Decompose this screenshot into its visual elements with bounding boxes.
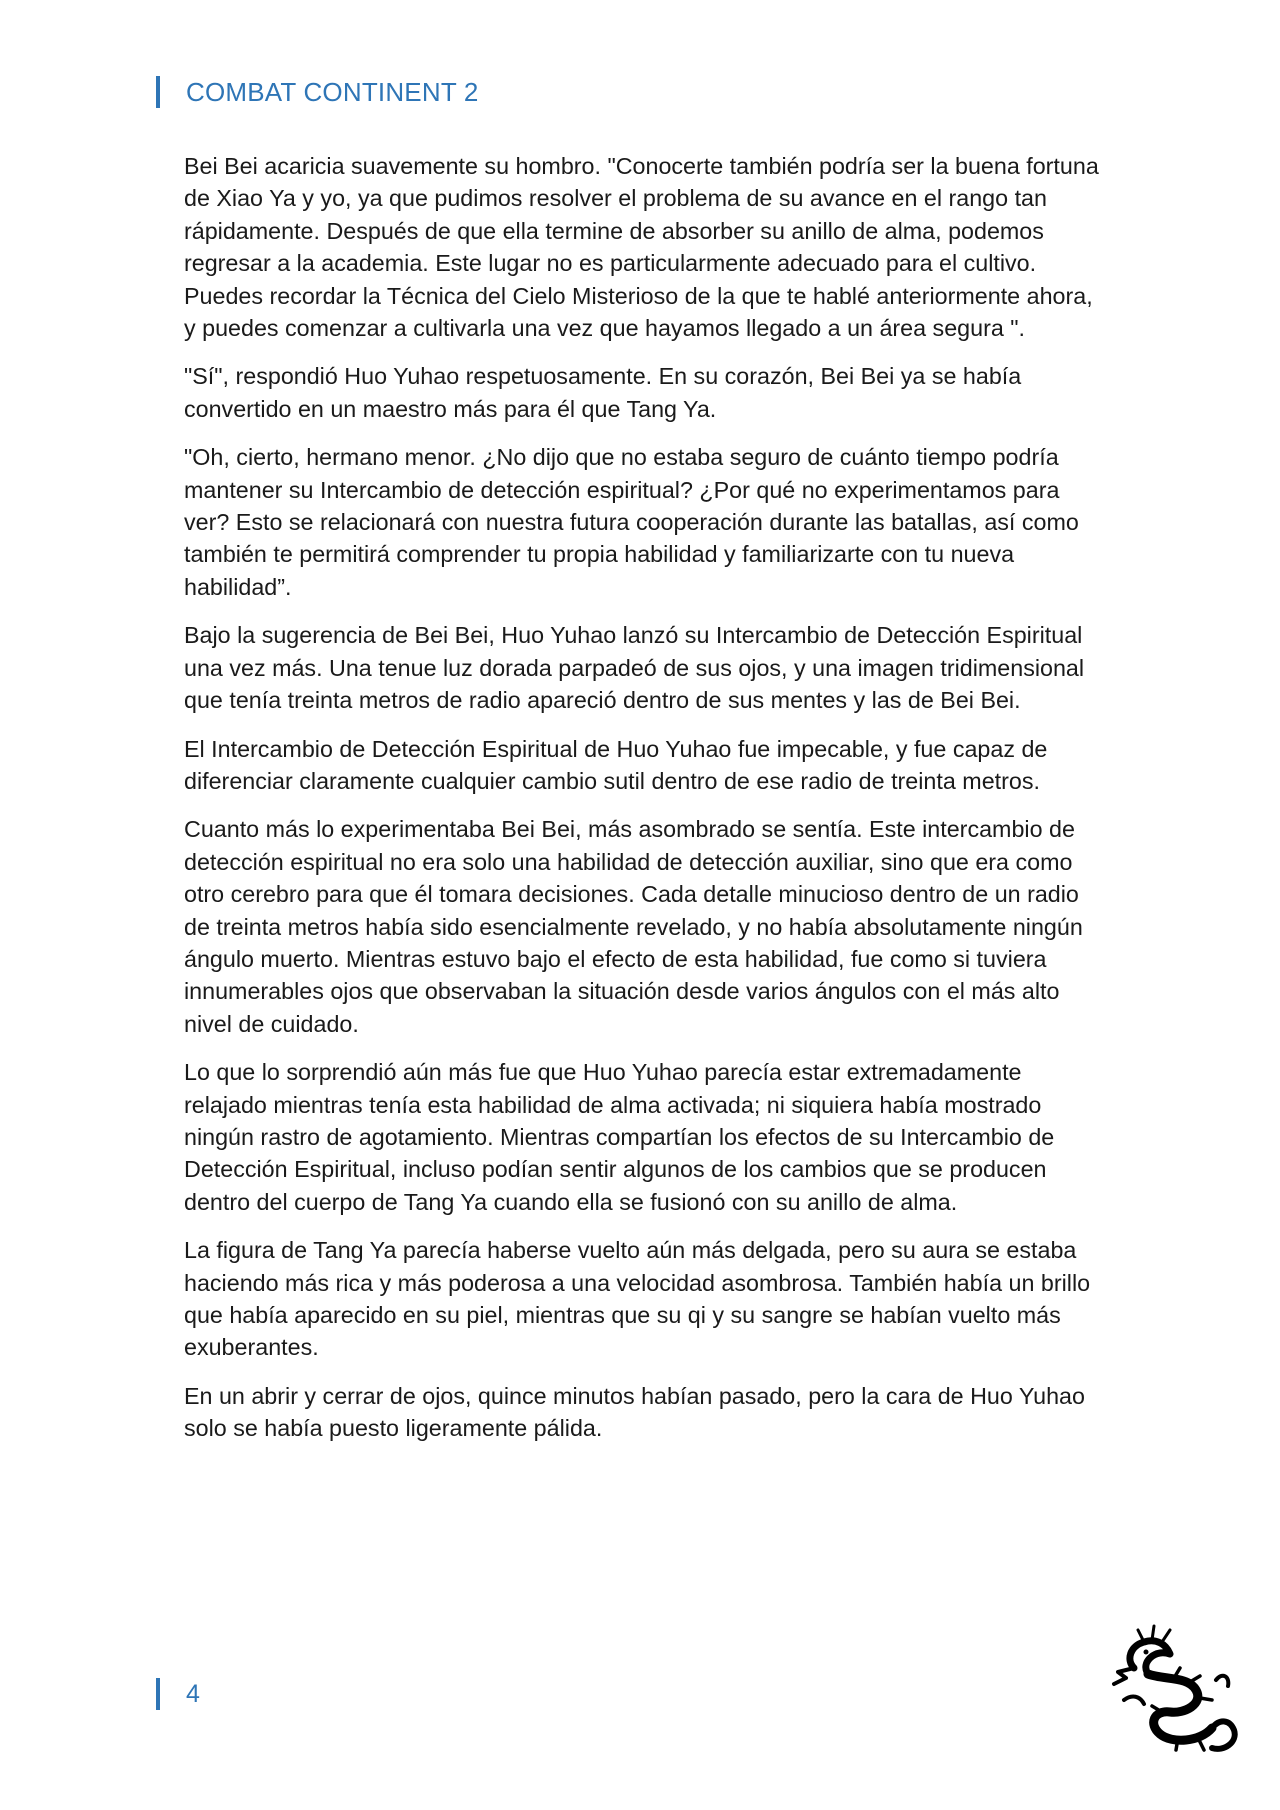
page-number: 4 <box>186 1679 200 1708</box>
paragraph-8: La figura de Tang Ya parecía haberse vuelto aún más delgada, pero su aura se estaba haciendo más rica y más poderosa a una velocidad asombrosa. También había un brillo que había aparecido en su piel, mientras que su qi y su sangre se habían vuelto más exuberantes. <box>184 1237 1091 1361</box>
paragraph-7: Lo que lo sorprendió aún más fue que Huo Yuhao parecía estar extremadamente relajado mientras tenía esta habilidad de alma activada; ni siquiera había mostrado ningún rastro de agotamiento. Mientras compartían los efectos de su Intercambio de Detección Espiritual, incluso podían sentir algunos de los cambios que se producen dentro del cuerpo de Tang Ya cuando ella se fusionó con su anillo de alma. <box>184 1059 1055 1215</box>
page-header <box>156 76 479 108</box>
paragraph-3: "Oh, cierto, hermano menor. ¿No dijo que no estaba seguro de cuánto tiempo podría mantener su Intercambio de detección espiritual? ¿Por qué no experimentamos para ver? Esto se relacionará con nuestra futura cooperación durante las batallas, así como también te permitirá comprender tu propia habilidad y familiarizarte con tu nueva habilidad”. <box>184 444 1079 600</box>
chapter-body <box>184 150 1104 1461</box>
paragraph-6: Cuanto más lo experimentaba Bei Bei, más asombrado se sentía. Este intercambio de detección espiritual no era solo una habilidad de detección auxiliar, sino que era como otro cerebro para que él tomara decisiones. Cada detalle minucioso dentro de un radio de treinta metros había sido esencialmente revelado, y no había absolutamente ningún ángulo muerto. Mientras estuvo bajo el efecto de esta habilidad, fue como si tuviera innumerables ojos que observaban la situación desde varios ángulos con el más alto nivel de cuidado. <box>184 816 1083 1037</box>
paragraph-4: Bajo la sugerencia de Bei Bei, Huo Yuhao lanzó su Intercambio de Detección Espiritual una vez más. Una tenue luz dorada parpadeó de sus ojos, y una imagen tridimensional que tenía treinta metros de radio apareció dentro de sus mentes y las de Bei Bei. <box>184 622 1085 714</box>
header-accent-bar <box>156 76 160 108</box>
book-title: COMBAT CONTINENT 2 <box>186 76 479 107</box>
footer-accent-bar <box>156 1678 160 1710</box>
dragon-logo-icon <box>1104 1620 1244 1760</box>
paragraph-9: En un abrir y cerrar de ojos, quince minutos habían pasado, pero la cara de Huo Yuhao solo se había puesto ligeramente pálida. <box>184 1382 1085 1442</box>
paragraph-2: "Sí", respondió Huo Yuhao respetuosamente. En su corazón, Bei Bei ya se había convertido en un maestro más para él que Tang Ya. <box>184 363 1022 422</box>
page-footer <box>156 1678 200 1710</box>
paragraph-5: El Intercambio de Detección Espiritual de Huo Yuhao fue impecable, y fue capaz de diferenciar claramente cualquier cambio sutil dentro de ese radio de treinta metros. <box>184 735 1048 794</box>
paragraph-1: Bei Bei acaricia suavemente su hombro. "Conocerte también podría ser la buena fortuna de Xiao Ya y yo, ya que pudimos resolver el problema de su avance en el rango tan rápidamente. Después de que ella termine de absorber su anillo de alma, podemos regresar a la academia. Este lugar no es particularmente adecuado para el cultivo. Puedes recordar la Técnica del Cielo Misterioso de la que te hablé anteriormente ahora, y puedes comenzar a cultivarla una vez que hayamos llegado a un área segura ". <box>184 153 1099 342</box>
